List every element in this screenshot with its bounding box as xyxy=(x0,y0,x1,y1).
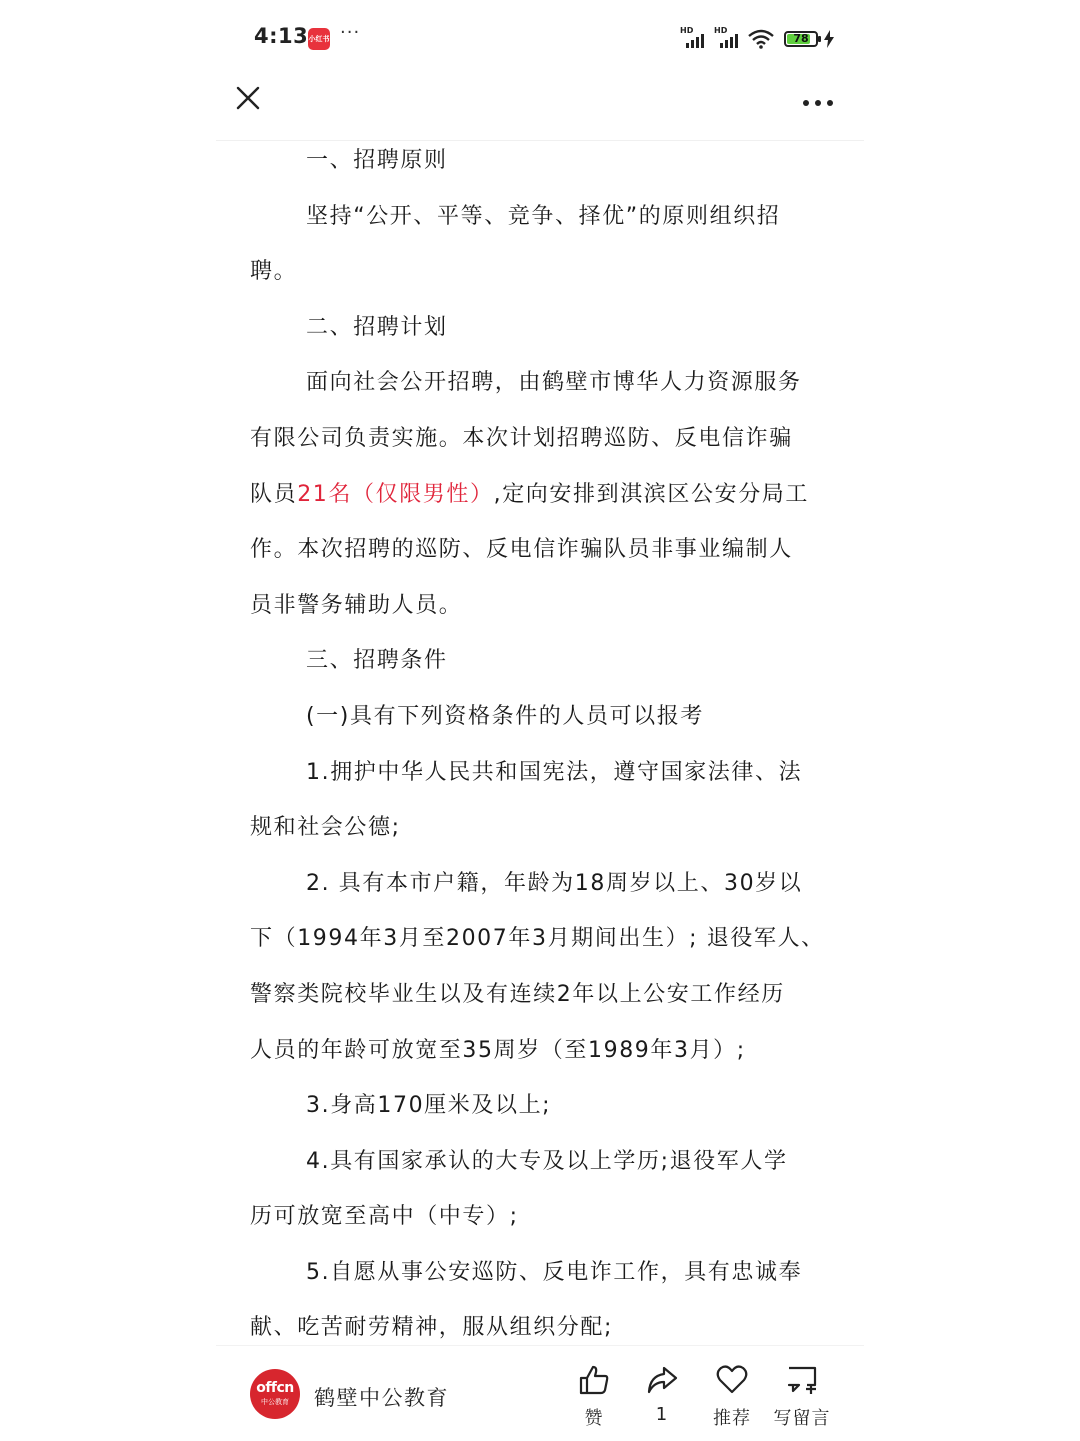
article-line: 献、吃苦耐劳精神，服从组织分配; xyxy=(250,1315,614,1341)
highlighted-text: 21名（仅限男性） xyxy=(297,481,494,507)
article-line: 有限公司负责实施。本次计划招聘巡防、反电信诈骗 xyxy=(250,425,793,451)
article-line: 1.拥护中华人民共和国宪法，遵守国家法律、法 xyxy=(306,759,803,785)
article-body xyxy=(250,140,832,1363)
article-line: 5.自愿从事公安巡防、反电诈工作，具有忠诚奉 xyxy=(306,1259,803,1285)
charging-icon xyxy=(824,30,834,48)
article-line: 三、招聘条件 xyxy=(306,648,448,674)
status-time: 4:13 xyxy=(254,24,309,48)
comment-label: 写留言 xyxy=(773,1408,831,1429)
article-line: 4.具有国家承认的大专及以上学历;退役军人学 xyxy=(306,1148,788,1174)
share-count: 1 xyxy=(655,1404,669,1425)
article-line: 人员的年龄可放宽至35周岁（至1989年3月）; xyxy=(250,1037,746,1063)
battery-level: 78 xyxy=(793,32,809,45)
bottom-action-bar xyxy=(216,1345,864,1441)
battery-icon xyxy=(784,31,818,47)
top-nav xyxy=(216,78,864,141)
wifi-icon xyxy=(748,29,774,49)
avatar-sub-text: 中公教育 xyxy=(261,1398,289,1406)
avatar-logo-text: offcn xyxy=(256,1380,294,1396)
status-indicators xyxy=(680,26,834,52)
article-line: 员非警务辅助人员。 xyxy=(250,592,463,618)
comment-add-icon xyxy=(785,1364,819,1396)
article-line: 队员21名（仅限男性）,定向安排到淇滨区公安分局工 xyxy=(250,481,810,507)
share-icon xyxy=(646,1364,678,1396)
app-notification-icon: 小红书 xyxy=(308,28,330,50)
article-line: 面向社会公开招聘，由鹤壁市博华人力资源服务 xyxy=(306,370,802,396)
article-line: 3.身高170厘米及以上; xyxy=(306,1093,552,1119)
status-bar xyxy=(216,0,864,78)
signal-icon-2: HD xyxy=(714,28,742,50)
like-label: 赞 xyxy=(584,1408,604,1429)
article-line: 2. 具有本市户籍，年龄为18周岁以上、30岁以 xyxy=(306,870,803,896)
article-line: 二、招聘计划 xyxy=(306,314,448,340)
recommend-label: 推荐 xyxy=(713,1408,751,1429)
phone-screen xyxy=(216,0,864,1440)
signal-icon: HD xyxy=(680,28,708,50)
comment-button[interactable] xyxy=(772,1364,832,1430)
article-line: 坚持“公开、平等、竞争、择优”的原则组织招 xyxy=(306,203,781,229)
article-line: 一、招聘原则 xyxy=(306,148,448,173)
more-options-icon[interactable] xyxy=(802,98,834,108)
thumbs-up-icon xyxy=(578,1364,610,1396)
heart-icon xyxy=(716,1364,748,1396)
article-line: 规和社会公德; xyxy=(250,815,401,841)
author-name[interactable]: 鹤壁中公教育 xyxy=(314,1386,449,1410)
article-line: 作。本次招聘的巡防、反电信诈骗队员非事业编制人 xyxy=(250,537,793,563)
article-line: 历可放宽至高中（中专）; xyxy=(250,1204,519,1230)
close-icon[interactable] xyxy=(236,86,260,110)
recommend-button[interactable] xyxy=(702,1364,762,1430)
article-line: 警察类院校毕业生以及有连续2年以上公安工作经历 xyxy=(250,981,785,1007)
article-line: 聘。 xyxy=(250,259,298,285)
author-avatar[interactable] xyxy=(250,1369,300,1419)
article-line: 下（1994年3月至2007年3月期间出生）; 退役军人、 xyxy=(250,926,825,952)
article-line: (一)具有下列资格条件的人员可以报考 xyxy=(306,703,704,729)
notification-more-icon: ··· xyxy=(340,22,361,43)
like-button[interactable] xyxy=(564,1364,624,1430)
share-button[interactable] xyxy=(632,1364,692,1425)
